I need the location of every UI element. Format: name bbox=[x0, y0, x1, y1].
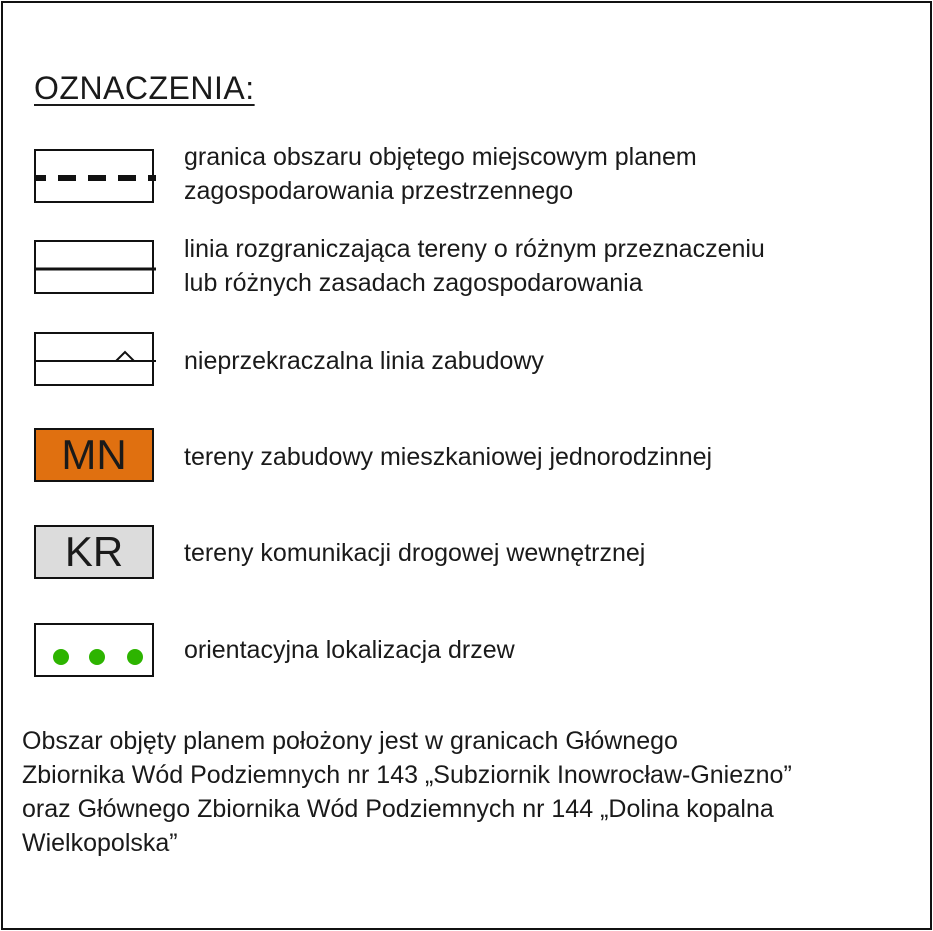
tree-dot-icon bbox=[53, 649, 69, 665]
legend-title: OZNACZENIA: bbox=[34, 70, 255, 106]
note-line: oraz Głównego Zbiornika Wód Podziemnych nr 144 „Dolina kopalna bbox=[22, 795, 774, 823]
tree-dot-icon bbox=[127, 649, 143, 665]
mn-zone-symbol bbox=[34, 428, 154, 482]
plan-boundary-label bbox=[184, 140, 697, 208]
mn-zone-code: MN bbox=[61, 431, 127, 478]
kr-zone-code: KR bbox=[64, 528, 124, 575]
demarcation-line-symbol bbox=[34, 240, 154, 294]
label-line: nieprzekraczalna linia zabudowy bbox=[184, 347, 544, 375]
groundwater-note bbox=[22, 724, 912, 860]
kr-zone-label bbox=[184, 536, 645, 570]
label-line: tereny zabudowy mieszkaniowej jednorodzinnej bbox=[184, 443, 713, 471]
label-line: granica obszaru objętego miejscowym planem bbox=[184, 143, 697, 171]
label-line: zagospodarowania przestrzennego bbox=[184, 177, 574, 205]
note-line: Wielkopolska” bbox=[22, 829, 178, 857]
dashed-line-icon bbox=[36, 151, 156, 205]
building-line-symbol bbox=[34, 332, 154, 386]
tree-dots-icon bbox=[36, 625, 156, 679]
building-line-label bbox=[184, 344, 544, 378]
kr-zone-symbol bbox=[34, 525, 154, 579]
solid-line-icon bbox=[36, 242, 156, 296]
trees-label bbox=[184, 633, 515, 667]
demarcation-line-label bbox=[184, 232, 765, 300]
label-line: orientacyjna lokalizacja drzew bbox=[184, 636, 515, 664]
note-line: Obszar objęty planem położony jest w granicach Głównego bbox=[22, 727, 678, 755]
mn-zone-label bbox=[184, 440, 712, 474]
note-line: Zbiornika Wód Podziemnych nr 143 „Subziornik Inowrocław-Gniezno” bbox=[22, 761, 792, 789]
trees-symbol bbox=[34, 623, 154, 677]
label-line: lub różnych zasadach zagospodarowania bbox=[184, 269, 643, 297]
label-line: linia rozgraniczająca tereny o różnym przeznaczeniu bbox=[184, 235, 765, 263]
tree-dot-icon bbox=[89, 649, 105, 665]
plan-boundary-symbol bbox=[34, 149, 154, 203]
building-line-icon bbox=[36, 334, 156, 388]
label-line: tereny komunikacji drogowej wewnętrznej bbox=[184, 539, 646, 567]
